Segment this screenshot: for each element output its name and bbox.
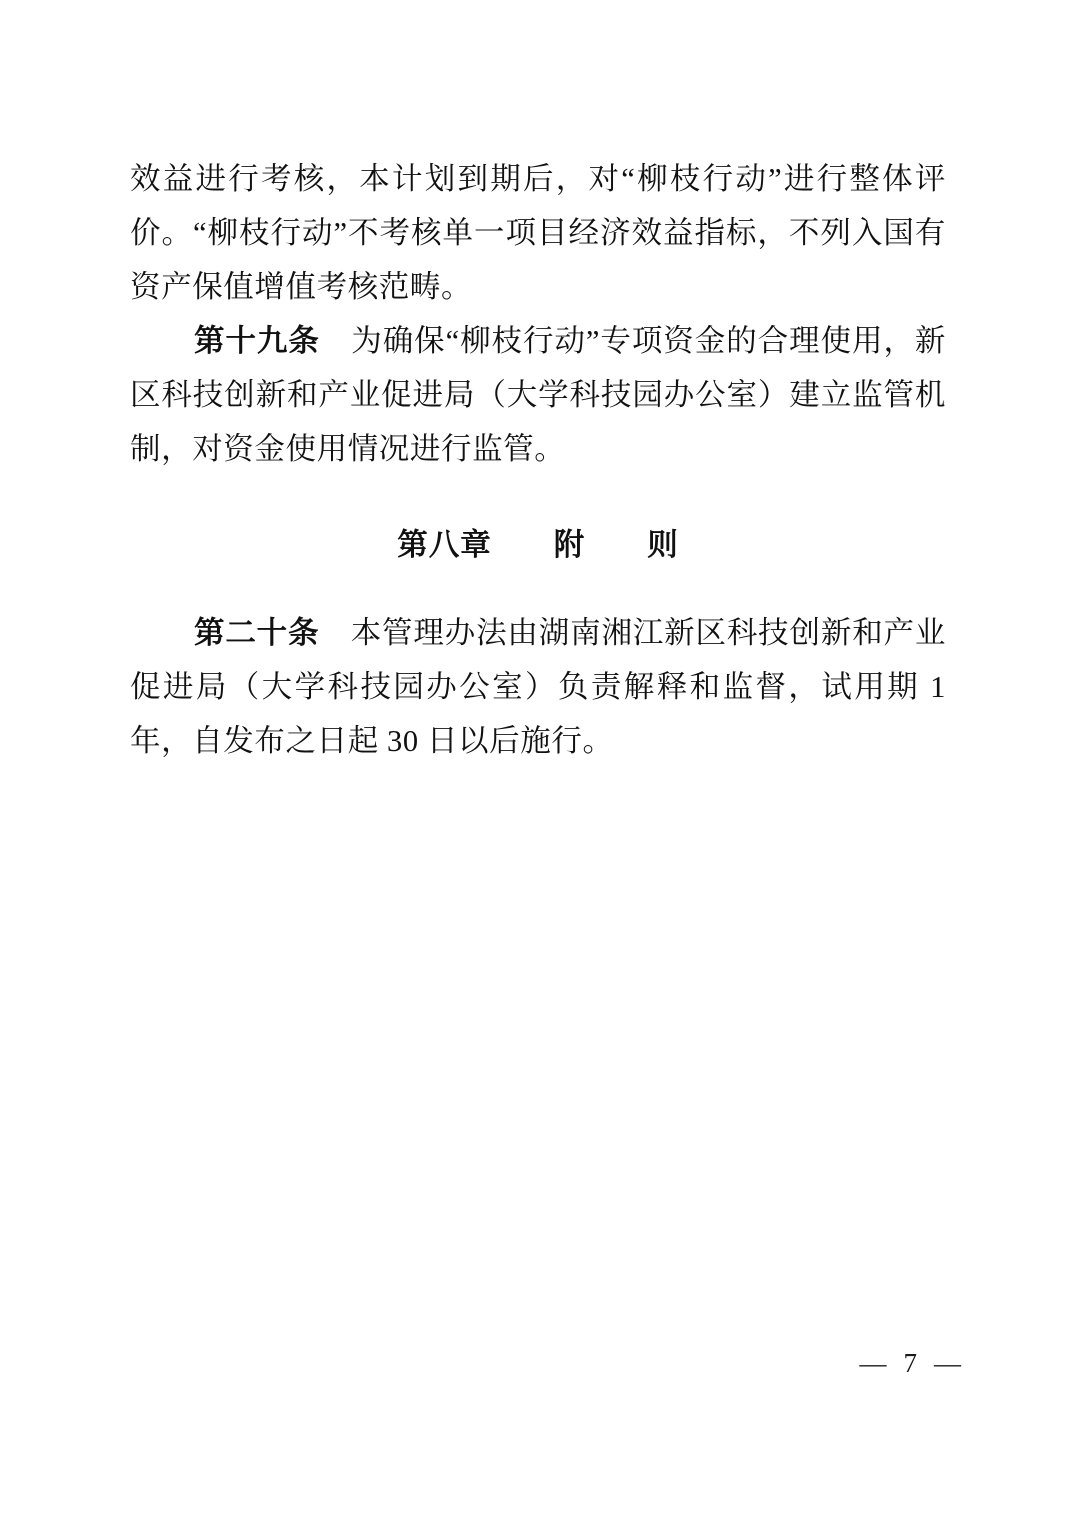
chapter-title-char-1: 附	[553, 528, 586, 562]
article-body-19: 为确保“柳枝行动”专项资金的合理使用，新区科技创新和产业促进局（大学科技园办公室）建立监管机制，对资金使用情况进行监管。	[130, 324, 946, 466]
page-number-left-dash: —	[859, 1348, 890, 1378]
paragraph-article-19	[130, 314, 946, 476]
article-body-20: 本管理办法由湖南湘江新区科技创新和产业促进局（大学科技园办公室）负责解释和监督，试用期 1 年，自发布之日起 30 日以后施行。	[130, 616, 946, 758]
page-number-right-dash: —	[934, 1348, 964, 1378]
paragraph-continued	[130, 152, 946, 314]
page-body	[130, 152, 946, 768]
article-label-19: 第十九条	[194, 324, 320, 358]
paragraph-text: 效益进行考核，本计划到期后，对“柳枝行动”进行整体评价。“柳枝行动”不考核单一项目经济效益指标，不列入国有资产保值增值考核范畴。	[130, 162, 946, 304]
paragraph-article-20	[130, 606, 946, 768]
chapter-label: 第八章	[397, 528, 492, 562]
footer-page-number	[0, 1348, 978, 1379]
article-label-20: 第二十条	[194, 616, 320, 650]
chapter-heading	[130, 518, 946, 572]
page-number-value: 7	[903, 1348, 920, 1378]
chapter-title-char-2: 则	[647, 528, 679, 562]
